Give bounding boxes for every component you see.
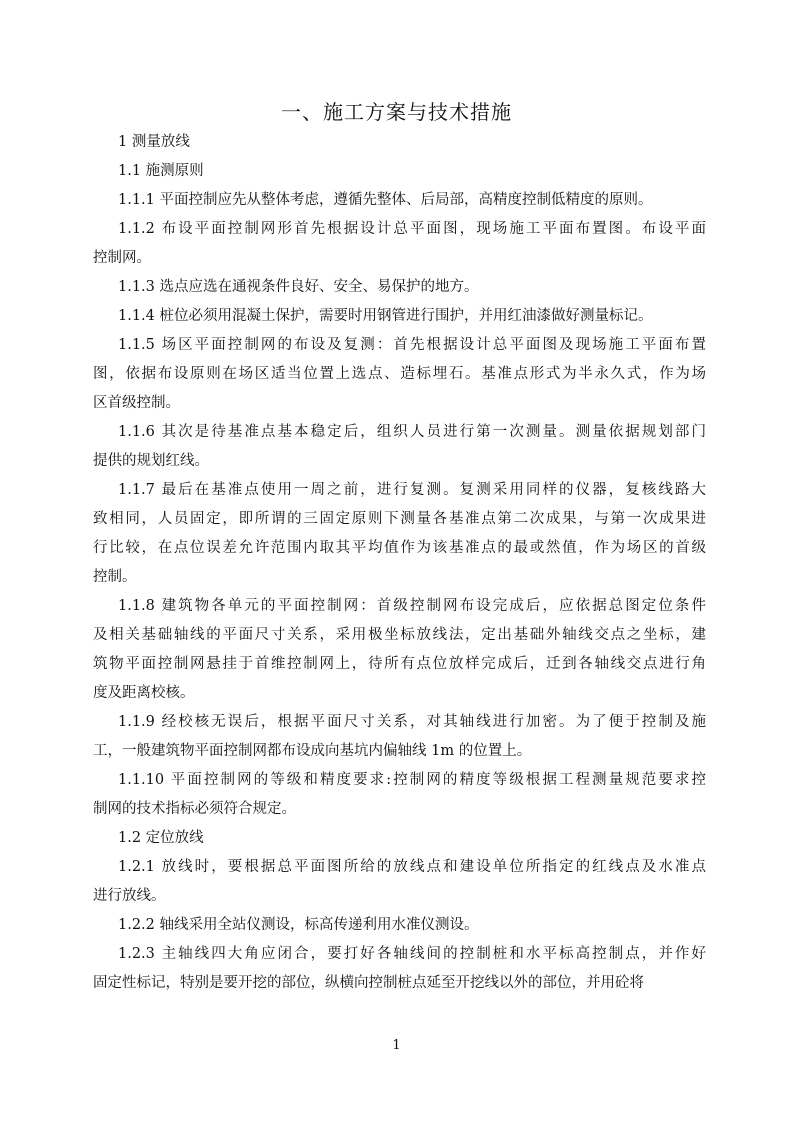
text-line: 进行放线。 [93, 888, 166, 904]
text-line: 行比较，在点位误差允许范围内取其平均值作为该基准点的最或然值，作为场区的首级 [93, 540, 706, 556]
text-line: 1.1.1 平面控制应先从整体考虑，遵循先整体、后局部，高精度控制低精度的原则。 [118, 192, 653, 208]
text-line: 固定性标记，特别是要开挖的部位，纵横向控制桩点延至开挖线以外的部位，并用砼将 [93, 975, 644, 991]
paragraph [93, 273, 706, 302]
paragraph [93, 708, 706, 766]
text-line: 筑物平面控制网悬挂于首维控制网上，待所有点位放样完成后，迁到各轴线交点进行角 [93, 656, 706, 672]
text-line: 及相关基础轴线的平面尺寸关系，采用极坐标放线法，定出基础外轴线交点之坐标，建 [93, 627, 706, 643]
text-line: 1.1.5 场区平面控制网的布设及复测：首先根据设计总平面图及现场施工平面布置 [118, 337, 706, 353]
paragraph [93, 476, 706, 592]
text-line: 1.2.2 轴线采用全站仪测设，标高传递利用水准仪测设。 [118, 917, 479, 933]
text-line: 1.2.3 主轴线四大角应闭合，要打好各轴线间的控制桩和水平标高控制点，并作好 [118, 946, 706, 962]
text-line: 1.2.1 放线时，要根据总平面图所给的放线点和建设单位所指定的红线点及水准点 [118, 859, 706, 875]
text-line: 工，一般建筑物平面控制网都布设成向基坑内偏轴线 1m 的位置上。 [93, 743, 532, 759]
text-line: 制网的技术指标必须符合规定。 [93, 801, 296, 817]
text-line: 1.1.3 选点应选在通视条件良好、安全、易保护的地方。 [118, 279, 479, 295]
text-line: 1.1.4 桩位必须用混凝土保护，需要时用钢管进行围护，并用红油漆做好测量标记。 [118, 308, 653, 324]
text-line: 1.1.2 布设平面控制网形首先根据设计总平面图，现场施工平面布置图。布设平面 [118, 221, 706, 237]
document-title: 一、施工方案与技术措施 [281, 100, 512, 124]
page-number: 1 [392, 1038, 401, 1053]
paragraph [93, 331, 706, 418]
text-line: 1 测量放线 [118, 134, 190, 150]
paragraph [93, 215, 706, 273]
text-line: 1.1.8 建筑物各单元的平面控制网：首级控制网布设完成后，应依据总图定位条件 [118, 598, 706, 614]
paragraph [93, 186, 706, 215]
text-line: 度及距离校核。 [93, 685, 195, 701]
text-line: 区首级控制。 [93, 395, 180, 411]
paragraph [93, 911, 706, 940]
text-line: 1.1.9 经校核无误后，根据平面尺寸关系，对其轴线进行加密。为了便于控制及施 [118, 714, 706, 730]
text-line: 1.1.10 平面控制网的等级和精度要求:控制网的精度等级根据工程测量规范要求控 [118, 772, 706, 788]
paragraph [93, 940, 706, 998]
text-line: 图，依据布设原则在场区适当位置上选点、造标埋石。基准点形式为半永久式，作为场 [93, 366, 706, 382]
text-line: 1.2 定位放线 [118, 830, 204, 846]
paragraph [93, 128, 706, 157]
text-line: 1.1 施测原则 [118, 163, 204, 179]
paragraph [93, 853, 706, 911]
paragraph [93, 824, 706, 853]
text-line: 控制网。 [93, 250, 151, 266]
paragraph [93, 418, 706, 476]
text-line: 1.1.6 其次是待基准点基本稳定后，组织人员进行第一次测量。测量依据规划部门 [118, 424, 706, 440]
paragraph [93, 157, 706, 186]
text-line: 控制。 [93, 569, 137, 585]
paragraph [93, 766, 706, 824]
text-line: 致相同，人员固定，即所谓的三固定原则下测量各基准点第二次成果，与第一次成果进 [93, 511, 706, 527]
text-line: 提供的规划红线。 [93, 453, 209, 469]
document-body [93, 128, 706, 998]
text-line: 1.1.7 最后在基准点使用一周之前，进行复测。复测采用同样的仪器，复核线路大 [118, 482, 706, 498]
paragraph [93, 302, 706, 331]
paragraph [93, 592, 706, 708]
